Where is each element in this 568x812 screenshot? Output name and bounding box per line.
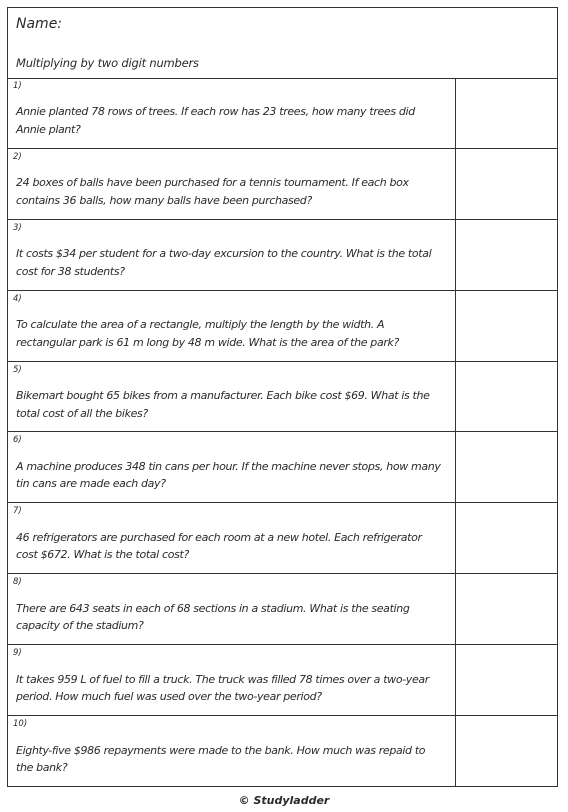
worksheet-header: [8, 8, 557, 79]
question-cell: [8, 574, 456, 644]
question-number: 2): [13, 151, 22, 162]
question-cell: [8, 432, 456, 502]
question-number: 10): [13, 719, 28, 730]
question-number: 6): [13, 435, 22, 446]
question-number: 5): [13, 364, 22, 375]
answer-box[interactable]: [456, 78, 557, 148]
question-row: [8, 78, 557, 149]
answer-box[interactable]: [456, 432, 557, 502]
answer-box[interactable]: [456, 645, 557, 715]
question-number: 1): [13, 81, 22, 91]
question-text: There are 643 seats in each of 68 sections in a stadium. What is the seating capacity of the stadium?: [16, 601, 410, 633]
answer-box[interactable]: [456, 716, 557, 787]
answer-box[interactable]: [456, 503, 557, 573]
answer-box[interactable]: [456, 149, 557, 219]
question-list: [8, 78, 557, 787]
question-text: Eighty-five $986 repayments were made to the bank. How much was repaid to the bank?: [16, 743, 426, 775]
question-number: 7): [13, 506, 22, 517]
question-row: [8, 362, 557, 433]
question-number: 4): [13, 293, 22, 304]
question-cell: [8, 503, 456, 573]
answer-box[interactable]: [456, 220, 557, 290]
worksheet: [7, 7, 558, 787]
question-cell: [8, 716, 456, 787]
question-cell: [8, 645, 456, 715]
question-row: [8, 503, 557, 574]
question-row: [8, 149, 557, 220]
answer-box[interactable]: [456, 291, 557, 361]
question-text: 46 refrigerators are purchased for each room at a new hotel. Each refrigerator cost $672. What is the total cost?: [16, 530, 422, 562]
worksheet-subtitle: Multiplying by two digit numbers: [16, 56, 199, 70]
question-cell: [8, 220, 456, 290]
question-row: [8, 574, 557, 645]
question-row: [8, 291, 557, 362]
answer-box[interactable]: [456, 362, 557, 432]
question-number: 9): [13, 648, 22, 659]
answer-box[interactable]: [456, 574, 557, 644]
question-number: 8): [13, 577, 22, 588]
question-text: Annie planted 78 rows of trees. If each row has 23 trees, how many trees did Annie plant?: [16, 105, 415, 136]
question-row: [8, 432, 557, 503]
copyright-footer: © Studyladder: [238, 794, 330, 807]
question-cell: [8, 362, 456, 432]
question-row: [8, 716, 557, 787]
question-cell: [8, 291, 456, 361]
question-cell: [8, 149, 456, 219]
question-text: Bikemart bought 65 bikes from a manufacturer. Each bike cost $69. What is the total cost of all the bikes?: [16, 389, 430, 420]
question-text: 24 boxes of balls have been purchased for a tennis tournament. If each box contains 36 balls, how many balls have been purchased?: [16, 176, 409, 207]
question-row: [8, 220, 557, 291]
question-number: 3): [13, 222, 22, 233]
question-text: It takes 959 L of fuel to fill a truck. The truck was filled 78 times over a two-year period. How much fuel was used over the two-year period?: [16, 672, 429, 704]
question-cell: [8, 78, 456, 148]
question-text: To calculate the area of a rectangle, multiply the length by the width. A rectangular park is 61 m long by 48 m wide. What is the area of the park?: [16, 318, 400, 349]
question-row: [8, 645, 557, 716]
question-text: It costs $34 per student for a two-day excursion to the country. What is the total cost for 38 students?: [16, 247, 432, 278]
name-label: Name:: [16, 16, 63, 32]
question-text: A machine produces 348 tin cans per hour. If the machine never stops, how many tin cans are made each day?: [16, 459, 441, 491]
